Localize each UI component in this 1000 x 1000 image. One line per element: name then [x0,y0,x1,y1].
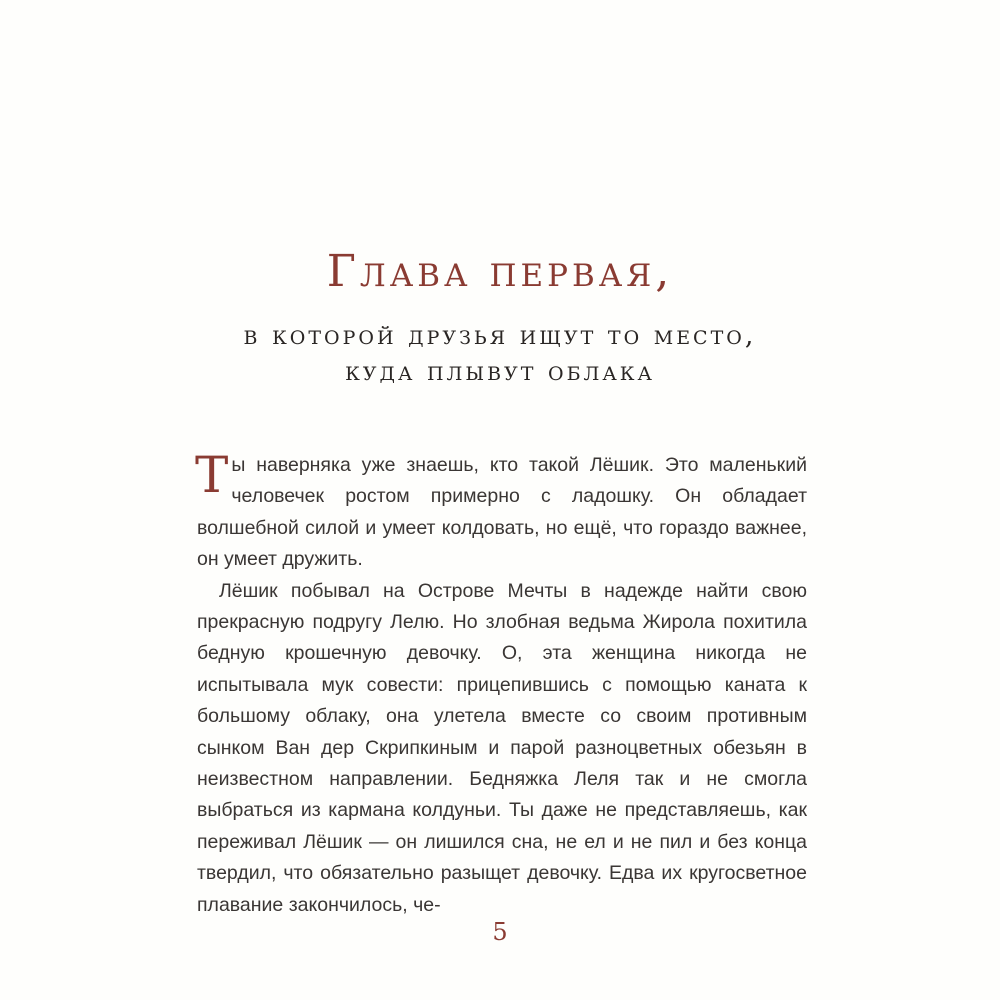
chapter-subtitle [0,318,1000,390]
body-text [195,446,807,921]
paragraph-1-text: ы наверняка уже знаешь, кто такой Лёшик. Это маленький человечек ростом примерно с ладошку. Он обладает волшебной силой и умеет колдовать, но ещё, что гораздо важнее, он умеет дружить. [197,454,807,571]
chapter-title: Глава первая, [326,246,674,297]
paragraph-2: Лёшик побывал на Острове Мечты в надежде найти свою прекрасную подругу Лелю. Но злобная ведьма Жирола похитила бедную крошечную девочку. О, эта женщина никогда не испытывала мук совести: прицепившись с помощью каната к большому облаку, она улетела вместе со своим противным сынком Ван дер Скрипкиным и парой разноцветных обезьян в неизвестном направлении. Бедняжка Леля так и не смогла выбраться из кармана колдуньи. Ты даже не представляешь, как переживал Лёшик — он лишился сна, не ел и не пил и без конца твердил, что обязательно разыщет девочку. Едва их кругосветное плавание закончилось, че- [197,579,807,916]
chapter-subtitle-line-1: в которой друзья ищут то место, [243,320,757,351]
paragraph-1 [195,446,807,576]
chapter-subtitle-line-2: куда плывут облака [345,356,655,387]
page-number: 5 [492,918,508,946]
drop-cap: Т [195,446,229,504]
